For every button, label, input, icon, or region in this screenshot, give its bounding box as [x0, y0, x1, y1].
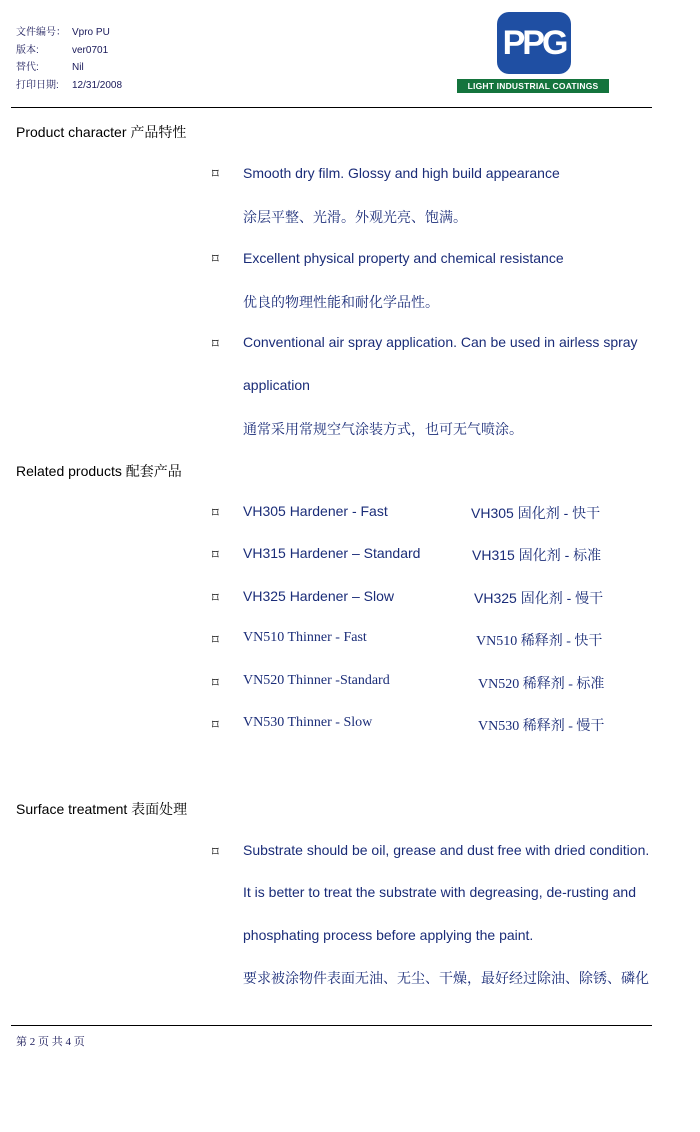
bullet-icon: ⌑: [212, 717, 219, 732]
related-product-1: VH305 Hardener - Fast: [243, 503, 388, 519]
version-label: 版本:: [16, 44, 39, 56]
related-product-5: VN520 Thinner -Standard: [243, 673, 390, 688]
related-product-6: VN530 Thinner - Slow: [243, 715, 373, 730]
related-product-3: VH325 Hardener – Slow: [243, 588, 394, 604]
product-character-item-3-cont: application: [243, 377, 310, 393]
surface-treatment-line-1: Substrate should be oil, grease and dust free with dried condition.: [243, 842, 650, 858]
product-character-item-1-cn: 涂层平整、光滑。外观光亮、饱满。: [243, 210, 467, 226]
footer-divider: [11, 1025, 652, 1026]
product-character-item-2-cn: 优良的物理性能和耐化学品性。: [243, 295, 439, 311]
doc-number-value: Vpro PU: [72, 27, 110, 38]
print-date-value: 12/31/2008: [72, 79, 123, 91]
ppg-logo: [457, 12, 609, 92]
replace-label: 替代:: [16, 62, 39, 73]
related-product-1-cn: VH305 固化剂 - 快干: [471, 505, 601, 521]
print-date-label: 打印日期:: [16, 79, 59, 91]
print-date-row: [16, 77, 122, 95]
replace-value: Nil: [72, 62, 84, 73]
section-title-surface-treatment: Surface treatment 表面处理: [16, 801, 188, 817]
surface-treatment-cn: 要求被涂物件表面无油、无尘、干燥，最好经过除油、除锈、磷化: [243, 971, 649, 987]
related-product-2: VH315 Hardener – Standard: [243, 545, 421, 561]
related-product-6-cn: VN530 稀释剂 - 慢干: [478, 719, 605, 734]
replace-row: [16, 59, 122, 77]
bullet-icon: ⌑: [212, 632, 219, 647]
related-product-3-cn: VH325 固化剂 - 慢干: [474, 590, 604, 606]
version-value: ver0701: [72, 44, 109, 56]
doc-number-label: 文件编号：: [16, 27, 66, 38]
bullet-icon: ⌑: [212, 590, 219, 605]
related-product-5-cn: VN520 稀释剂 - 标准: [478, 677, 605, 692]
version-row: [16, 42, 122, 60]
page-number: 第 2 页 共 4 页: [16, 1036, 85, 1048]
ppg-logo-mark: PPG: [497, 12, 571, 74]
bullet-icon: ⌑: [212, 675, 219, 690]
related-product-2-cn: VH315 固化剂 - 标准: [472, 547, 602, 563]
product-character-item-2: Excellent physical property and chemical resistance: [243, 250, 564, 266]
bullet-icon: ⌑: [212, 251, 219, 266]
bullet-icon: ⌑: [212, 166, 219, 181]
product-character-item-3: Conventional air spray application. Can be used in airless spray: [243, 334, 638, 350]
bullet-icon: ⌑: [212, 505, 219, 520]
section-title-product-character: Product character 产品特性: [16, 124, 187, 140]
related-product-4: VN510 Thinner - Fast: [243, 630, 367, 645]
ppg-logo-tagline: LIGHT INDUSTRIAL COATINGS: [457, 79, 609, 93]
section-title-related-products: Related products 配套产品: [16, 463, 182, 479]
bullet-icon: ⌑: [212, 547, 219, 562]
surface-treatment-line-3: phosphating process before applying the paint.: [243, 927, 534, 943]
surface-treatment-line-2: It is better to treat the substrate with degreasing, de-rusting and: [243, 884, 636, 900]
bullet-icon: ⌑: [212, 844, 219, 859]
document-metadata: [16, 24, 122, 94]
related-product-4-cn: VN510 稀释剂 - 快干: [476, 634, 603, 649]
product-character-item-1: Smooth dry film. Glossy and high build appearance: [243, 165, 560, 181]
doc-number-row: [16, 24, 122, 42]
bullet-icon: ⌑: [212, 336, 219, 351]
product-character-item-3-cn: 通常采用常规空气涂装方式，也可无气喷涂。: [243, 422, 523, 438]
header-divider: [11, 107, 652, 108]
